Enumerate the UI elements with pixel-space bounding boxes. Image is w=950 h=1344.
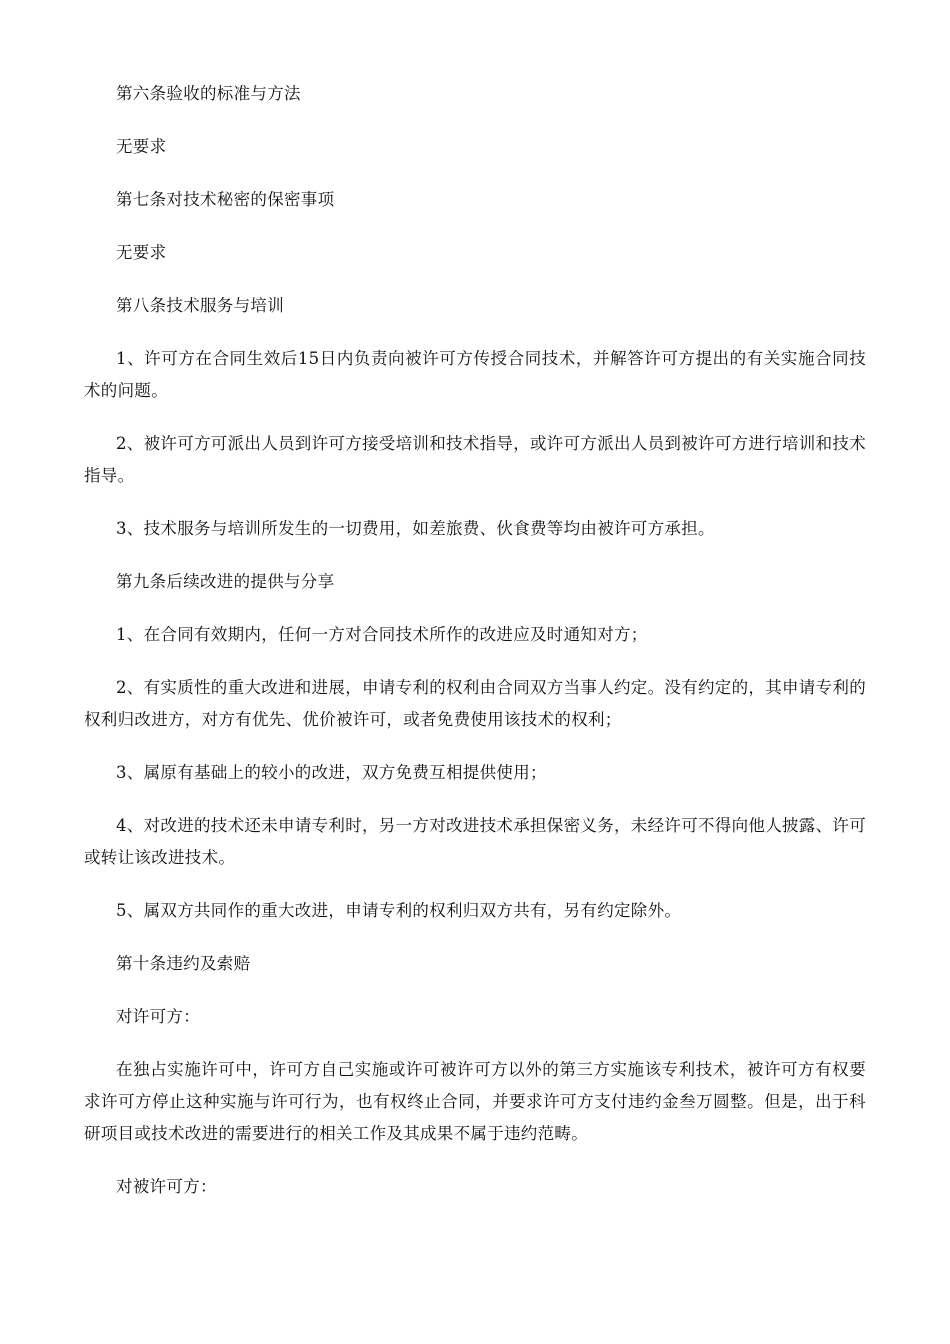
section-7-body: 无要求 <box>116 243 167 262</box>
section-9-item-2: 2、有实质性的重大改进和进展，申请专利的权利由合同双方当事人约定。没有约定的，其申请专利的权利归改进方，对方有优先、优价被许可，或者免费使用该技术的权利； <box>84 678 866 729</box>
licensee-subheading: 对被许可方： <box>116 1177 217 1196</box>
section-9-item-4: 4、对改进的技术还未申请专利时，另一方对改进技术承担保密义务，未经许可不得向他人披露、许可或转让该改进技术。 <box>84 816 866 867</box>
section-9-item-1: 1、在合同有效期内，任何一方对合同技术所作的改进应及时通知对方； <box>116 625 648 644</box>
section-8-item-2: 2、被许可方可派出人员到许可方接受培训和技术指导，或许可方派出人员到被许可方进行培训和技术指导。 <box>84 434 866 485</box>
section-7-heading: 第七条对技术秘密的保密事项 <box>116 190 335 209</box>
section-8-item-3: 3、技术服务与培训所发生的一切费用，如差旅费、伙食费等均由被许可方承担。 <box>116 519 715 538</box>
licensor-subheading: 对许可方： <box>116 1007 200 1026</box>
section-9-item-3: 3、属原有基础上的较小的改进，双方免费互相提供使用； <box>116 763 547 782</box>
section-9-item-5: 5、属双方共同作的重大改进，申请专利的权利归双方共有，另有约定除外。 <box>116 901 682 920</box>
section-9-heading: 第九条后续改进的提供与分享 <box>116 572 335 591</box>
section-10-heading: 第十条违约及索赔 <box>116 954 251 973</box>
section-8-item-1: 1、许可方在合同生效后15日内负责向被许可方传授合同技术，并解答许可方提出的有关实施合同技术的问题。 <box>84 349 866 400</box>
section-6-body: 无要求 <box>116 137 167 156</box>
section-6-heading: 第六条验收的标准与方法 <box>116 84 301 103</box>
section-8-heading: 第八条技术服务与培训 <box>116 296 284 315</box>
document-page <box>84 78 866 1224</box>
licensor-clause: 在独占实施许可中，许可方自己实施或许可被许可方以外的第三方实施该专利技术，被许可方有权要求许可方停止这种实施与许可行为，也有权终止合同，并要求许可方支付违约金叁万圆整。但是，出于科研项目或技术改进的需要进行的相关工作及其成果不属于违约范畴。 <box>84 1060 866 1143</box>
